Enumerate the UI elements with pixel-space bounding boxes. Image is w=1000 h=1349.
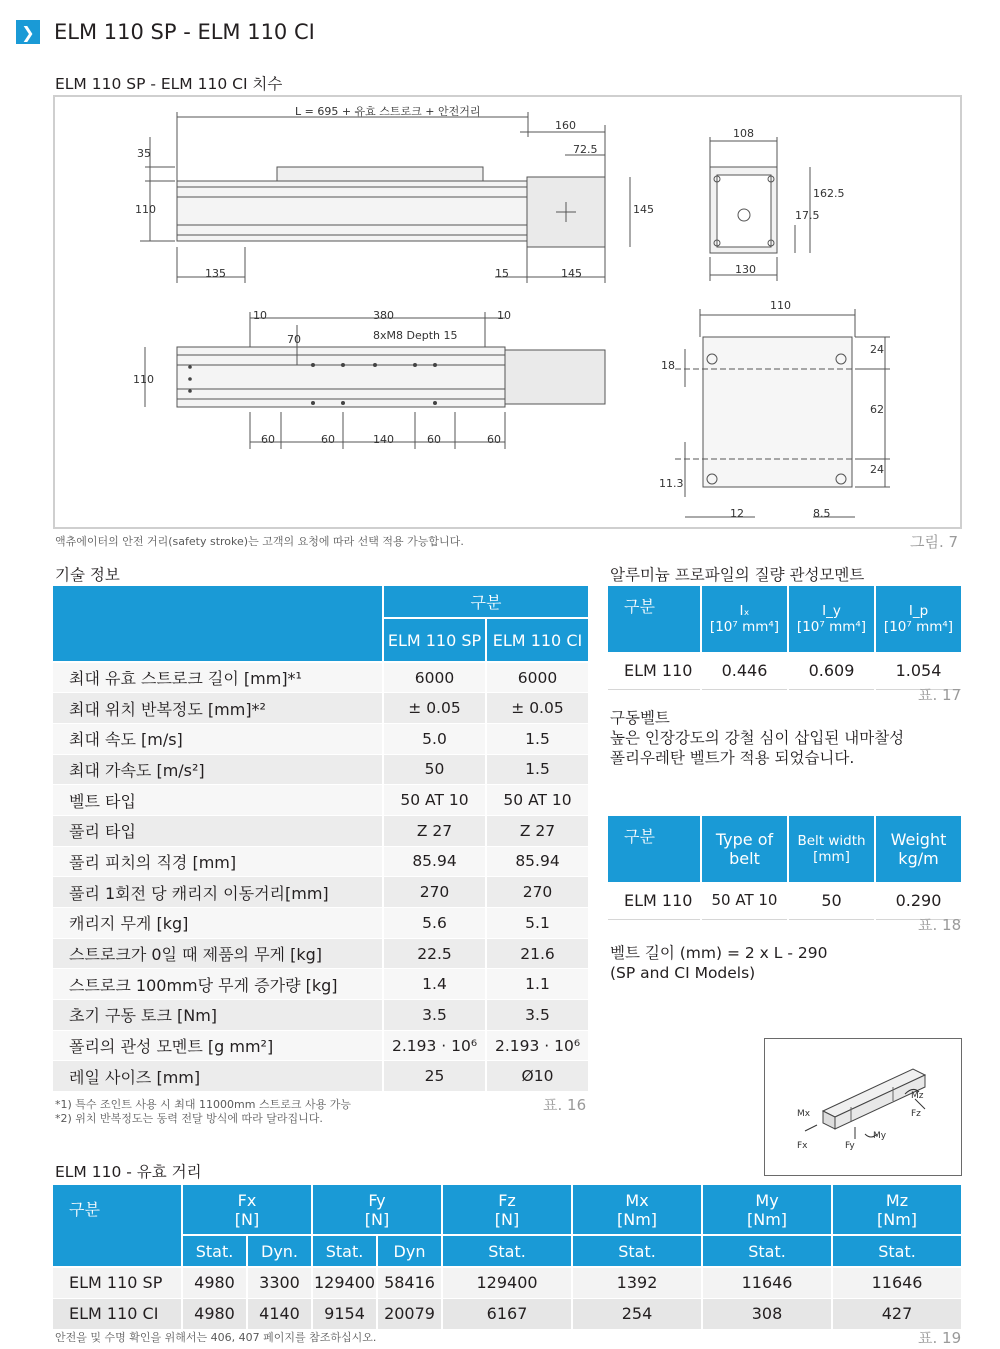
inertia-h-ip-sym: I_p <box>908 603 929 619</box>
load-row-value: 6167 <box>442 1298 572 1329</box>
figure-ref: 그림. 7 <box>910 533 959 551</box>
dim-72-5: 72.5 <box>573 143 598 156</box>
inertia-h-ix-unit: [10⁷ mm⁴] <box>709 619 780 635</box>
dim-60c: 60 <box>427 433 441 446</box>
tech-footnote-2: *2) 위치 반복정도는 동력 전달 방식에 따라 달라집니다. <box>55 1112 323 1125</box>
load-row-value: 4980 <box>182 1267 247 1298</box>
tech-row-ci: 270 <box>486 877 589 908</box>
dim-110: 110 <box>135 203 156 216</box>
dim-p18: 18 <box>661 359 675 372</box>
inertia-row-label: ELM 110 <box>608 652 701 689</box>
load-row-value: 129400 <box>312 1267 377 1298</box>
dim-130: 130 <box>735 263 756 276</box>
tech-row-label: 초기 구동 토크 [Nm] <box>53 1000 383 1031</box>
dim-140: 140 <box>373 433 394 446</box>
belt-h0: 구분 <box>608 816 701 882</box>
inertia-h-ix-sym: Iₓ <box>739 603 750 619</box>
inertia-h-iy-sym: I_y <box>822 603 841 619</box>
tech-row <box>53 785 589 816</box>
tech-row-ci: Z 27 <box>486 815 589 846</box>
load-table-ref: 표. 19 <box>918 1329 962 1347</box>
page-title: ELM 110 SP - ELM 110 CI <box>54 20 315 44</box>
force-Fx: Fx <box>797 1141 808 1151</box>
load-h-my-sym: My <box>755 1190 779 1210</box>
load-row-value: 9154 <box>312 1298 377 1329</box>
belt-row-label: ELM 110 <box>608 882 701 919</box>
load-row-value: 4980 <box>182 1298 247 1329</box>
load-title: ELM 110 - 유효 거리 <box>55 1163 202 1181</box>
load-h-fz <box>442 1185 572 1235</box>
load-h-mx-unit: [Nm] <box>617 1209 658 1229</box>
tech-row-sp: Z 27 <box>383 815 486 846</box>
tech-row-ci: 1.5 <box>486 723 589 754</box>
belt-row <box>608 882 962 919</box>
load-row-value: 308 <box>702 1298 832 1329</box>
load-h-fz-unit: [N] <box>494 1209 520 1229</box>
tech-row <box>53 969 589 1000</box>
force-Fy: Fy <box>845 1141 855 1151</box>
tech-row <box>53 938 589 969</box>
tech-row <box>53 662 589 693</box>
tech-header-empty <box>53 586 383 662</box>
load-h-fx <box>182 1185 312 1235</box>
dim-17-5: 17.5 <box>795 209 820 222</box>
tech-row-ci: ± 0.05 <box>486 693 589 724</box>
load-table <box>53 1185 963 1330</box>
dim-160: 160 <box>555 119 576 132</box>
load-h-fz-sym: Fz <box>498 1190 516 1210</box>
load-h-fx-sym: Fx <box>237 1190 257 1210</box>
tech-row-ci: 21.6 <box>486 938 589 969</box>
tech-row-label: 벨트 타입 <box>53 785 383 816</box>
belt-table <box>608 816 963 920</box>
dim-60b: 60 <box>321 433 335 446</box>
load-subheader-cell: Stat. <box>832 1235 962 1267</box>
load-row-value: 254 <box>572 1298 702 1329</box>
tech-row-ci: 3.5 <box>486 1000 589 1031</box>
inertia-h-ip-unit: [10⁷ mm⁴] <box>883 619 954 635</box>
load-subheader-cell: Stat. <box>442 1235 572 1267</box>
belt-desc-line2: 폴리우레탄 벨트가 적용 되었습니다. <box>610 749 855 767</box>
dim-70: 70 <box>287 333 301 346</box>
tech-row-sp: 22.5 <box>383 938 486 969</box>
belt-h-width-unit: [mm] <box>813 849 850 865</box>
dimension-drawing <box>53 95 962 529</box>
tech-row <box>53 1061 589 1092</box>
tech-group-header: 구분 <box>383 586 589 618</box>
dim-p62: 62 <box>870 403 884 416</box>
tech-row-label: 스트로크 100mm당 무게 증가량 [kg] <box>53 969 383 1000</box>
load-row-label: ELM 110 SP <box>53 1267 182 1298</box>
dim-135: 135 <box>205 267 226 280</box>
load-row-value: 427 <box>832 1298 962 1329</box>
tech-row-sp: 25 <box>383 1061 486 1092</box>
tech-row-ci: 1.1 <box>486 969 589 1000</box>
force-My: My <box>873 1131 887 1141</box>
inertia-h-iy-unit: [10⁷ mm⁴] <box>796 619 867 635</box>
inertia-h-iy <box>788 586 875 652</box>
tech-row <box>53 723 589 754</box>
tech-row-label: 풀리 타입 <box>53 815 383 846</box>
load-h-my-unit: [Nm] <box>747 1209 788 1229</box>
dim-145-v: 145 <box>633 203 654 216</box>
inertia-table <box>608 586 963 690</box>
load-row-value: 11646 <box>832 1267 962 1298</box>
tech-title: 기술 정보 <box>55 566 120 584</box>
tech-row <box>53 1000 589 1031</box>
dim-162-5: 162.5 <box>813 187 845 200</box>
dim-60a: 60 <box>261 433 275 446</box>
tech-row-sp: 2.193 · 10⁶ <box>383 1030 486 1061</box>
inertia-ip: 1.054 <box>875 652 962 689</box>
inertia-h0: 구분 <box>608 586 701 652</box>
load-h-mx-sym: Mx <box>625 1190 649 1210</box>
load-row-value: 129400 <box>442 1267 572 1298</box>
tech-row-sp: 50 <box>383 754 486 785</box>
load-subheader-cell: Stat. <box>702 1235 832 1267</box>
belt-table-ref: 표. 18 <box>918 916 962 934</box>
load-h-mz-unit: [Nm] <box>877 1209 918 1229</box>
inertia-row <box>608 652 962 689</box>
tech-row-label: 최대 속도 [m/s] <box>53 723 383 754</box>
dim-108: 108 <box>733 127 754 140</box>
inertia-table-ref: 표. 17 <box>918 686 962 704</box>
load-h-fy <box>312 1185 442 1235</box>
tech-row-ci: 6000 <box>486 662 589 693</box>
dim-60d: 60 <box>487 433 501 446</box>
tech-table <box>53 586 590 1092</box>
dim-p11-3: 11.3 <box>659 477 684 490</box>
load-h-my <box>702 1185 832 1235</box>
tech-row-label: 레일 사이즈 [mm] <box>53 1061 383 1092</box>
load-h-fy-sym: Fy <box>368 1190 386 1210</box>
belt-desc-line1: 높은 인장강도의 강철 심이 삽입된 내마찰성 <box>610 729 905 747</box>
dimensions-note: 액츄에이터의 안전 거리(safety stroke)는 고객의 요청에 따라 선택 적용 가능합니다. <box>55 535 464 548</box>
dim-10b: 10 <box>497 309 511 322</box>
tech-row-sp: 5.6 <box>383 908 486 939</box>
belt-type: 50 AT 10 <box>701 882 788 919</box>
belt-formula <box>610 943 827 983</box>
load-row-value: 4140 <box>247 1298 312 1329</box>
tech-footnote-1: *1) 특수 조인트 사용 시 최대 11000mm 스트로크 사용 가능 <box>55 1098 351 1111</box>
dim-145: 145 <box>561 267 582 280</box>
tech-row-sp: 50 AT 10 <box>383 785 486 816</box>
dim-10a: 10 <box>253 309 267 322</box>
dim-110-b: 110 <box>133 373 154 386</box>
tech-row <box>53 693 589 724</box>
dim-35: 35 <box>137 147 151 160</box>
load-subheader-row <box>53 1235 962 1267</box>
load-h-mz <box>832 1185 962 1235</box>
inertia-ix: 0.446 <box>701 652 788 689</box>
tech-row-ci: 2.193 · 10⁶ <box>486 1030 589 1061</box>
load-h-mx <box>572 1185 702 1235</box>
tech-col-sp: ELM 110 SP <box>383 618 486 662</box>
dim-380: 380 <box>373 309 394 322</box>
chevron-right-icon: ❯ <box>16 20 40 44</box>
belt-desc-title: 구동벨트 <box>610 709 670 727</box>
tech-row-ci: 85.94 <box>486 846 589 877</box>
tech-row-label: 최대 유효 스트로크 길이 [mm]*¹ <box>53 662 383 693</box>
load-h-mz-sym: Mz <box>885 1190 909 1210</box>
tech-row-label: 풀리 1회전 당 캐리지 이동거리[mm] <box>53 877 383 908</box>
tech-row-ci: 5.1 <box>486 908 589 939</box>
load-row <box>53 1267 962 1298</box>
inertia-iy: 0.609 <box>788 652 875 689</box>
tech-row-ci: Ø10 <box>486 1061 589 1092</box>
load-row-value: 20079 <box>377 1298 442 1329</box>
dim-15: 15 <box>495 267 509 280</box>
force-Fz: Fz <box>911 1109 921 1119</box>
belt-h-type: Type of belt <box>701 816 788 882</box>
load-row <box>53 1298 962 1329</box>
load-subheader-cell: Stat. <box>312 1235 377 1267</box>
load-row-value: 3300 <box>247 1267 312 1298</box>
inertia-h-ip <box>875 586 962 652</box>
tech-row <box>53 815 589 846</box>
load-h0: 구분 <box>53 1185 182 1267</box>
dim-p24a: 24 <box>870 343 884 356</box>
tech-row-sp: 5.0 <box>383 723 486 754</box>
tech-table-ref: 표. 16 <box>543 1096 587 1114</box>
dim-p24b: 24 <box>870 463 884 476</box>
tech-row-sp: 3.5 <box>383 1000 486 1031</box>
inertia-h-ix <box>701 586 788 652</box>
load-subheader-cell: Dyn <box>377 1235 442 1267</box>
tech-row-label: 최대 가속도 [m/s²] <box>53 754 383 785</box>
dimensions-title: ELM 110 SP - ELM 110 CI 치수 <box>55 75 283 93</box>
tech-row-sp: 85.94 <box>383 846 486 877</box>
force-Mx: Mx <box>797 1109 811 1119</box>
belt-weight: 0.290 <box>875 882 962 919</box>
tech-row <box>53 877 589 908</box>
load-subheader-cell: Stat. <box>182 1235 247 1267</box>
load-row-value: 11646 <box>702 1267 832 1298</box>
dim-L: L = 695 + 유효 스트로크 + 안전거리 <box>295 105 481 118</box>
tech-row-sp: 6000 <box>383 662 486 693</box>
tech-row-label: 스트로크가 0일 때 제품의 무게 [kg] <box>53 938 383 969</box>
tech-row-sp: 270 <box>383 877 486 908</box>
load-h-fy-unit: [N] <box>364 1209 390 1229</box>
dim-p12: 12 <box>730 507 744 520</box>
page-header <box>16 18 315 46</box>
inertia-title: 알루미늄 프로파일의 질량 관성모멘트 <box>610 566 865 584</box>
tech-row-label: 캐리지 무게 [kg] <box>53 908 383 939</box>
belt-desc <box>610 708 904 768</box>
load-h-fx-unit: [N] <box>234 1209 260 1229</box>
belt-h-width <box>788 816 875 882</box>
load-row-label: ELM 110 CI <box>53 1298 182 1329</box>
dim-p110: 110 <box>770 299 791 312</box>
load-subheader-cell: Dyn. <box>247 1235 312 1267</box>
force-diagram <box>764 1038 962 1176</box>
belt-formula-line1: 벨트 길이 (mm) = 2 x L - 290 <box>610 944 828 962</box>
tech-row <box>53 846 589 877</box>
tech-row-ci: 1.5 <box>486 754 589 785</box>
tech-col-ci: ELM 110 CI <box>486 618 589 662</box>
tech-row-sp: ± 0.05 <box>383 693 486 724</box>
tech-row <box>53 754 589 785</box>
tech-row <box>53 908 589 939</box>
tech-row-ci: 50 AT 10 <box>486 785 589 816</box>
tech-row-label: 폴리의 관성 모멘트 [g mm²] <box>53 1030 383 1061</box>
tech-row-sp: 1.4 <box>383 969 486 1000</box>
load-row-value: 1392 <box>572 1267 702 1298</box>
load-note: 안전을 및 수명 확인을 위해서는 406, 407 페이지를 참조하십시오. <box>55 1331 377 1344</box>
tech-row-label: 최대 위치 반복정도 [mm]*² <box>53 693 383 724</box>
dim-p8-5: 8.5 <box>813 507 831 520</box>
dim-holes: 8xM8 Depth 15 <box>373 329 458 342</box>
belt-width: 50 <box>788 882 875 919</box>
tech-row-label: 풀리 피치의 직경 [mm] <box>53 846 383 877</box>
force-Mz: Mz <box>911 1091 924 1101</box>
belt-h-width-label: Belt width <box>797 833 866 849</box>
tech-row <box>53 1030 589 1061</box>
belt-formula-line2: (SP and CI Models) <box>610 964 756 982</box>
load-subheader-cell: Stat. <box>572 1235 702 1267</box>
belt-h-weight: Weight kg/m <box>875 816 962 882</box>
load-row-value: 58416 <box>377 1267 442 1298</box>
